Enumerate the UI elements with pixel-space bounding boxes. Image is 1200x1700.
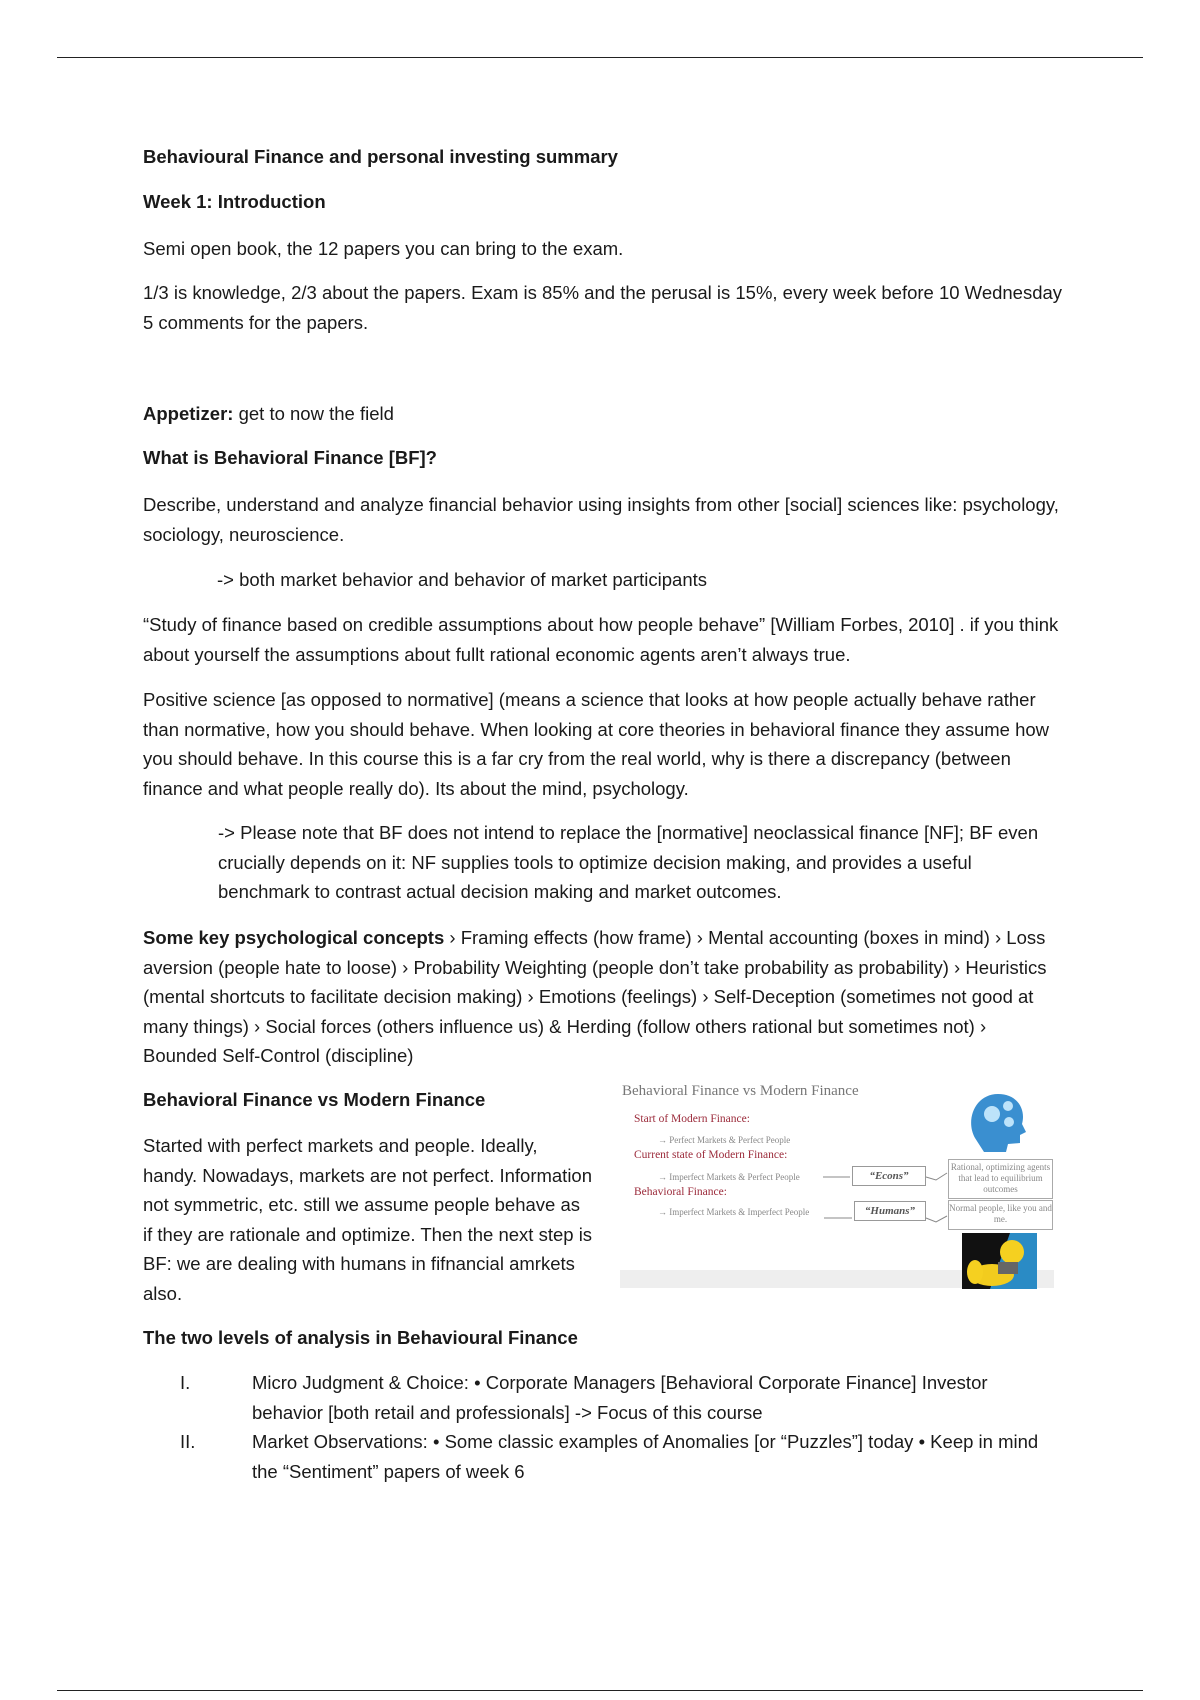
concepts-text: › Framing effects (how frame) › Mental accounting (boxes in mind) › Loss aversion (people hate to loose) › Probability Weighting (people don’t take probability as probability) › Heuristics (mental shortcuts to facilitate decision making) › Emotions (feelings) › Self-Deception (sometimes not good at many things) › Social forces (others influence us) & Herding (follow others rational but sometimes not) › Bounded Self-Control (discipline) (143, 927, 1047, 1066)
slide-subpoint: → Imperfect Markets & Perfect People (658, 1172, 800, 1182)
appetizer-label: Appetizer: (143, 403, 234, 424)
paragraph: Describe, understand and analyze financial behavior using insights from other [social] sciences like: psychology, sociology, neuroscience. (143, 494, 1059, 545)
concepts-label: Some key psychological concepts (143, 927, 445, 948)
concepts-paragraph (143, 923, 1063, 1071)
quote-paragraph: “Study of finance based on credible assumptions about how people behave” [William Forbes, 2010] . if you think about yourself the assumptions about fullt rational economic agents aren’t always true. (143, 614, 1059, 665)
slide-heading: Start of Modern Finance: (634, 1113, 750, 1125)
paragraph: Semi open book, the 12 papers you can bring to the exam. (143, 238, 624, 259)
econs-description: Rational, optimizing agents that lead to equilibrium outcomes (948, 1159, 1053, 1199)
humans-label: “Humans” (854, 1201, 926, 1221)
slide-heading: Behavioral Finance: (634, 1186, 727, 1198)
section-heading: The two levels of analysis in Behavioural Finance (143, 1327, 578, 1348)
list-item: Market Observations: • Some classic examples of Anomalies [or “Puzzles”] today • Keep in mind the “Sentiment” papers of week 6 (252, 1431, 1039, 1482)
week-heading: Week 1: Introduction (143, 191, 326, 212)
document-title: Behavioural Finance and personal investing summary (143, 146, 618, 167)
appetizer-text: get to now the field (233, 403, 394, 424)
slide-heading: Current state of Modern Finance: (634, 1149, 788, 1161)
section-heading: What is Behavioral Finance [BF]? (143, 447, 437, 468)
appetizer-paragraph (143, 399, 1063, 429)
paragraph: 1/3 is knowledge, 2/3 about the papers. Exam is 85% and the perusal is 15%, every week before 10 Wednesday 5 comments for the papers. (143, 282, 1063, 333)
slide-subpoint: → Imperfect Markets & Imperfect People (658, 1207, 810, 1217)
brain-gears-icon (971, 1094, 1026, 1152)
homer-simpson-image (962, 1233, 1037, 1289)
humans-description: Normal people, like you and me. (948, 1200, 1053, 1230)
indented-note: -> Please note that BF does not intend to replace the [normative] neoclassical finance [NF]; BF even crucially depends on it: NF supplies tools to optimize decision making, and provides a useful benchmark to contrast actual decision making and market outcomes. (218, 822, 1039, 902)
bottom-rule (57, 1690, 1143, 1691)
section-heading: Behavioral Finance vs Modern Finance (143, 1089, 486, 1110)
paragraph: Positive science [as opposed to normative] (means a science that looks at how people actually behave rather than normative, how you should behave. When looking at core theories in behavioral finance they assume how you should behave. In this course this is a far cry from the real world, why is there a discrepancy (between finance and what people really do). Its about the mind, psychology. (143, 689, 1050, 799)
top-rule (57, 57, 1143, 58)
list-number: I. (180, 1372, 191, 1393)
list-item: Micro Judgment & Choice: • Corporate Managers [Behavioral Corporate Finance] Investor behavior [both retail and professionals] -> Focus of this course (252, 1372, 988, 1423)
slide-image (620, 1080, 1058, 1290)
indented-note: -> both market behavior and behavior of market participants (217, 569, 707, 590)
paragraph: Started with perfect markets and people. Ideally, handy. Nowadays, markets are not perfect. Information not symmetric, etc. still we assume people behave as if they are rationale and optimize. Then the next step is BF: we are dealing with humans in fifnancial amrkets also. (143, 1135, 593, 1304)
slide-subpoint: → Perfect Markets & Perfect People (658, 1135, 791, 1145)
slide-title: Behavioral Finance vs Modern Finance (622, 1083, 859, 1099)
econs-label: “Econs” (852, 1166, 926, 1186)
list-number: II. (180, 1431, 196, 1452)
slide-connectors (620, 1080, 1058, 1290)
